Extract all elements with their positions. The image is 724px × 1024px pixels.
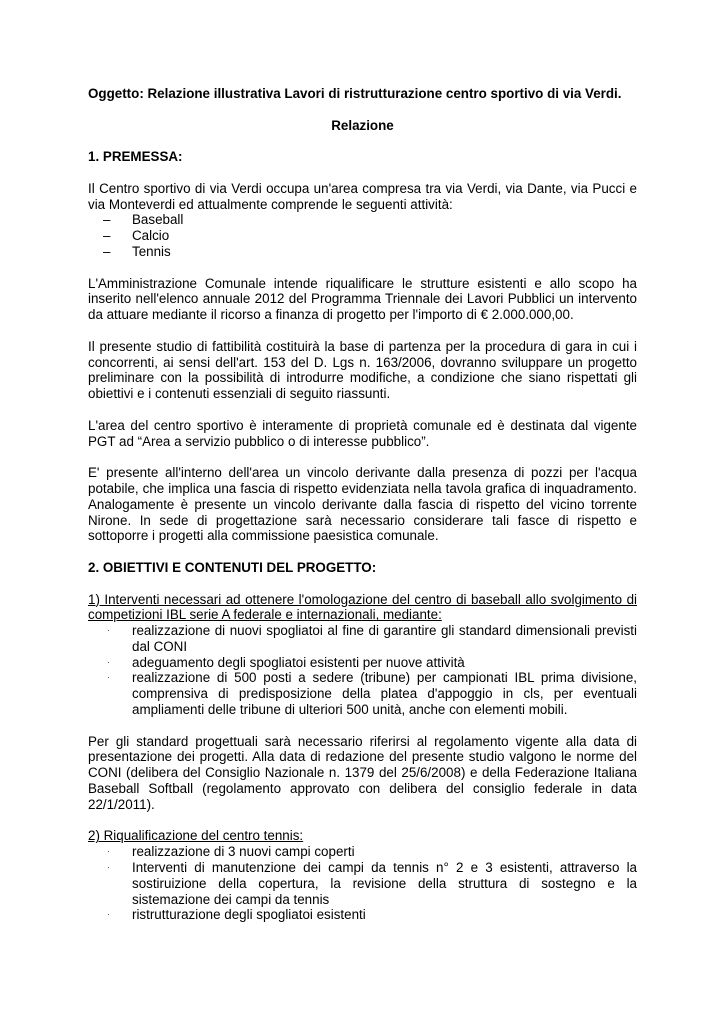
dash-bullet: – [103,228,111,244]
list-item [107,623,637,655]
activity-calcio: Calcio [132,228,170,244]
list-item-text: realizzazione di 3 nuovi campi coperti [132,844,355,860]
dash-bullet: – [103,243,111,259]
section-2-title: 2. OBIETTIVI E CONTENUTI DEL PROGETTO: [88,559,377,575]
document-heading: Relazione [331,117,394,133]
document-page [88,86,637,923]
paragraph-vincoli: E' presente all'interno dell'area un vincolo derivante dalla presenza di pozzi per l'acqua potabile, che implica una fascia di rispetto evidenziata nella tavola grafica di inquadramento. Analogamente è presente un vincolo derivante dalla fascia di rispetto del vicino torrente Nirone. In sede di progettazione sarà necessario considerare tali fasce di rispetto e sottoporre i progetti alla commissione paesistica comunale. [88,465,637,544]
paragraph-studio-fattibilita: Il presente studio di fattibilità costituirà la base di partenza per la procedura di gara in cui i concorrenti, ai sensi dell'art. 153 del D. Lgs n. 163/2006, dovranno sviluppare un progetto preliminare con la possibilità di introdurre modifiche, a condizione che siano rispettati gli obiettivi e i contenuti essenziali di seguito riassunti. [88,338,637,402]
list-item [107,655,637,671]
dot-bullet: · [107,673,110,683]
list-item-text: realizzazione di nuovi spogliatoi al fine di garantire gli standard dimensionali previsti dal CONI [132,623,637,654]
list-item-text: ristrutturazione degli spogliatoi esistenti [132,907,366,923]
dot-bullet: · [107,847,110,857]
dot-bullet: · [107,910,110,920]
list-item [107,860,637,907]
activity-baseball: Baseball [132,212,184,228]
subject-line: Oggetto: Relazione illustrativa Lavori di ristrutturazione centro sportivo di via Verdi. [88,86,622,101]
list-item [103,212,637,228]
list-item [107,907,637,923]
section-1-title: 1. PREMESSA: [88,149,183,165]
baseball-interventions-list [88,623,637,718]
item-2-heading: 2) Riqualificazione del centro tennis: [88,828,304,844]
paragraph-riqualificazione: L'Amministrazione Comunale intende riqualificare le strutture esistenti e allo scopo ha inserito nell'elenco annuale 2012 del Programma Triennale dei Lavori Pubblici un intervento da attuare mediante il ricorso a finanza di progetto per l'importo di € 2.000.000,00. [88,275,637,323]
list-item [107,670,637,717]
dot-bullet: · [107,863,110,873]
list-item [107,844,637,860]
list-item-text: adeguamento degli spogliatoi esistenti per nuove attività [132,654,465,670]
section-1-intro: Il Centro sportivo di via Verdi occupa un'area compresa tra via Verdi, via Dante, via Pucci e via Monteverdi ed attualmente comprende le seguenti attività: [88,180,637,212]
dash-bullet: – [103,212,111,228]
list-item-text: realizzazione di 500 posti a sedere (tribune) per campionati IBL prima divisione, comprensiva di predisposizione della platea d'appoggio in cls, per eventuali ampliamenti delle tribune di ulteriori 500 unità, anche con elementi mobili. [132,670,637,718]
activities-list [88,212,637,259]
activity-tennis: Tennis [132,243,171,259]
list-item [103,228,637,244]
dot-bullet: · [107,657,110,667]
list-item-text: Interventi di manutenzione dei campi da tennis n° 2 e 3 esistenti, attraverso la sostiruizione della copertura, la revisione della struttura di sostegno e la sistemazione dei campi da tennis [132,860,637,907]
list-item [103,244,637,260]
item-1-heading: 1) Interventi necessari ad ottenere l'omologazione del centro di baseball allo svolgimento di competizioni IBL serie A federale e internazionali, mediante: [88,591,637,623]
paragraph-standard-progettuali: Per gli standard progettuali sarà necessario riferirsi al regolamento vigente alla data di presentazione dei progetti. Alla data di redazione del presente studio valgono le norme del CONI (delibera del Consiglio Nazionale n. 1379 del 25/6/2008) e della Federazione Italiana Baseball Softball (regolamento approvato con delibera del consiglio federale in data 22/1/2011). [88,733,637,812]
paragraph-area-proprieta: L'area del centro sportivo è interamente di proprietà comunale ed è destinata dal vigente PGT ad “Area a servizio pubblico o di interesse pubblico”. [88,417,637,449]
tennis-interventions-list [88,844,637,923]
dot-bullet: · [107,626,110,636]
